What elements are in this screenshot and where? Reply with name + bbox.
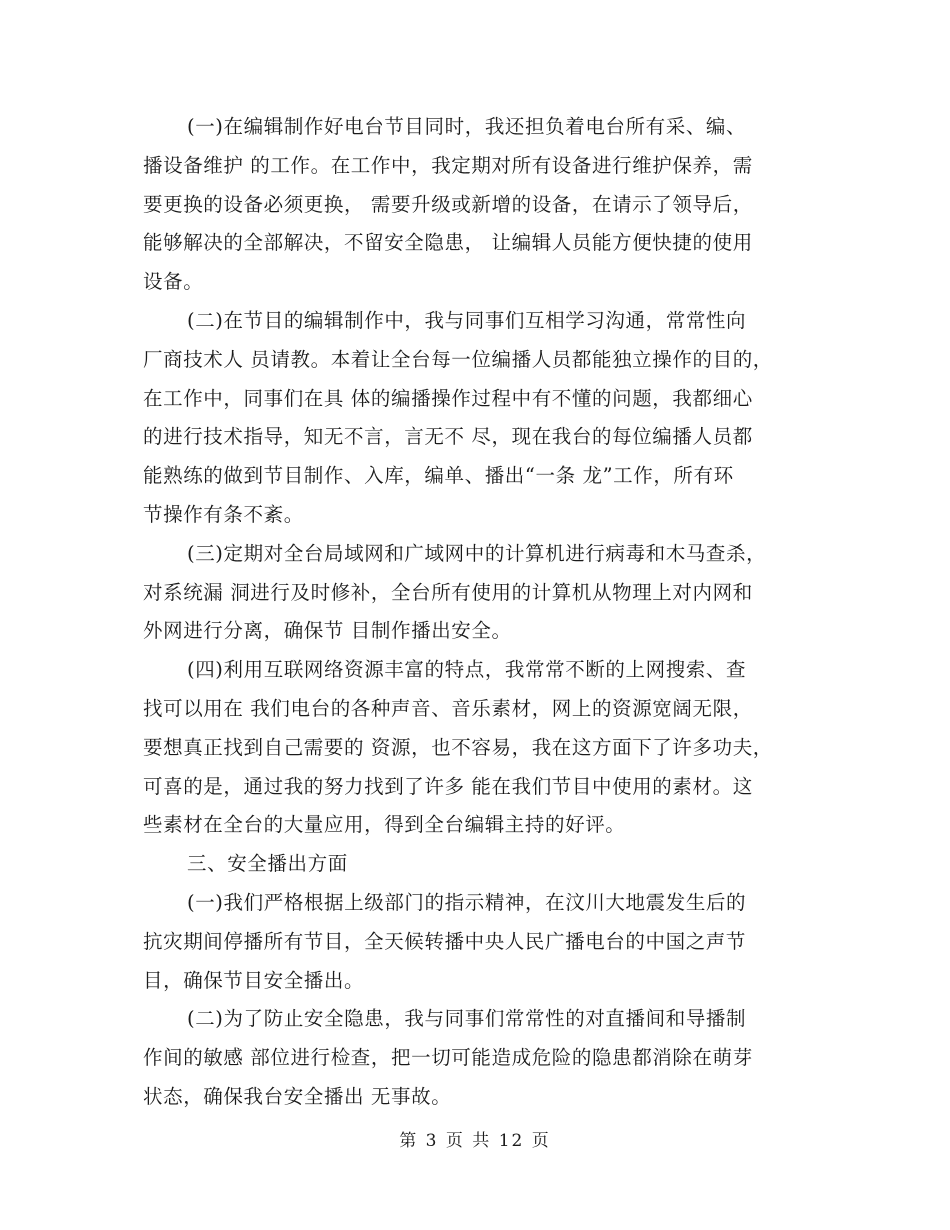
text-line: (四)利用互联网络资源丰富的特点，我常常不断的上网搜索、查 xyxy=(187,658,747,682)
text-line: 外网进行分离，确保节 目制作播出安全。 xyxy=(143,619,512,643)
text-line: 作间的敏感 部位进行检查，把一切可能造成危险的隐患都消除在萌芽 xyxy=(143,1046,753,1070)
text-line: (二)为了防止安全隐患，我与同事们常常性的对直播间和导播制 xyxy=(187,1007,747,1031)
text-line: (一)我们严格根据上级部门的指示精神，在汶川大地震发生后的 xyxy=(187,890,747,914)
paragraph-equipment-maintenance xyxy=(143,108,808,302)
text-line: 对系统漏 洞进行及时修补，全台所有使用的计算机从物理上对内网和 xyxy=(143,580,753,604)
text-line: (三)定期对全台局域网和广域网中的计算机进行病毒和木马查杀， xyxy=(187,541,767,565)
document-body xyxy=(143,108,808,1117)
text-line: 找可以用在 我们电台的各种声音、音乐素材，网上的资源宽阔无限， xyxy=(143,696,753,720)
text-line: 播设备维护 的工作。在工作中，我定期对所有设备进行维护保养，需 xyxy=(143,153,753,177)
text-line: 可喜的是，通过我的努力找到了许多 能在我们节目中使用的素材。这 xyxy=(143,774,753,798)
text-line: 节操作有条不紊。 xyxy=(143,502,304,526)
text-line: 抗灾期间停播所有节目，全天候转播中央人民广播电台的中国之声节 xyxy=(143,929,747,953)
text-line: 能熟练的做到节目制作、入库，编单、播出“一条 龙”工作，所有环 xyxy=(143,464,734,488)
text-line: 设备。 xyxy=(143,270,204,294)
text-line: 的进行技术指导，知无不言，言无不 尽，现在我台的每位编播人员都 xyxy=(143,425,753,449)
text-line: 状态，确保我台安全播出 无事故。 xyxy=(143,1084,452,1108)
text-line: 目，确保节目安全播出。 xyxy=(143,968,365,992)
text-line: (一)在编辑制作好电台节目同时，我还担负着电台所有采、编、 xyxy=(187,115,747,138)
page-footer xyxy=(0,1126,950,1151)
text-line: 些素材在全台的大量应用，得到全台编辑主持的好评。 xyxy=(143,813,626,837)
text-line: 能够解决的全部解决，不留安全隐患， 让编辑人员能方便快捷的使用 xyxy=(143,231,753,255)
paragraph-safety-inspection xyxy=(143,1000,808,1116)
text-line: 厂商技术人 员请教。本着让全台每一位编播人员都能独立操作的目的， xyxy=(143,347,773,371)
page-number: 第 3 页 共 12 页 xyxy=(399,1131,551,1151)
paragraph-network-security xyxy=(143,535,808,651)
text-line: 要想真正找到自己需要的 资源，也不容易，我在这方面下了许多功夫， xyxy=(143,735,773,759)
text-line: 要更换的设备必须更换， 需要升级或新增的设备，在请示了领导后， xyxy=(143,192,753,216)
paragraph-earthquake-broadcast xyxy=(143,884,808,1000)
paragraph-technical-guidance xyxy=(143,302,808,535)
text-line: (二)在节目的编辑制作中，我与同事们互相学习沟通，常常性向 xyxy=(187,308,747,332)
text-line: 在工作中，同事们在具 体的编播操作过程中有不懂的问题，我都细心 xyxy=(143,386,753,410)
section-heading: 三、安全播出方面 xyxy=(187,852,348,876)
section-heading-safe-broadcast xyxy=(143,845,808,884)
paragraph-internet-resources xyxy=(143,651,808,845)
